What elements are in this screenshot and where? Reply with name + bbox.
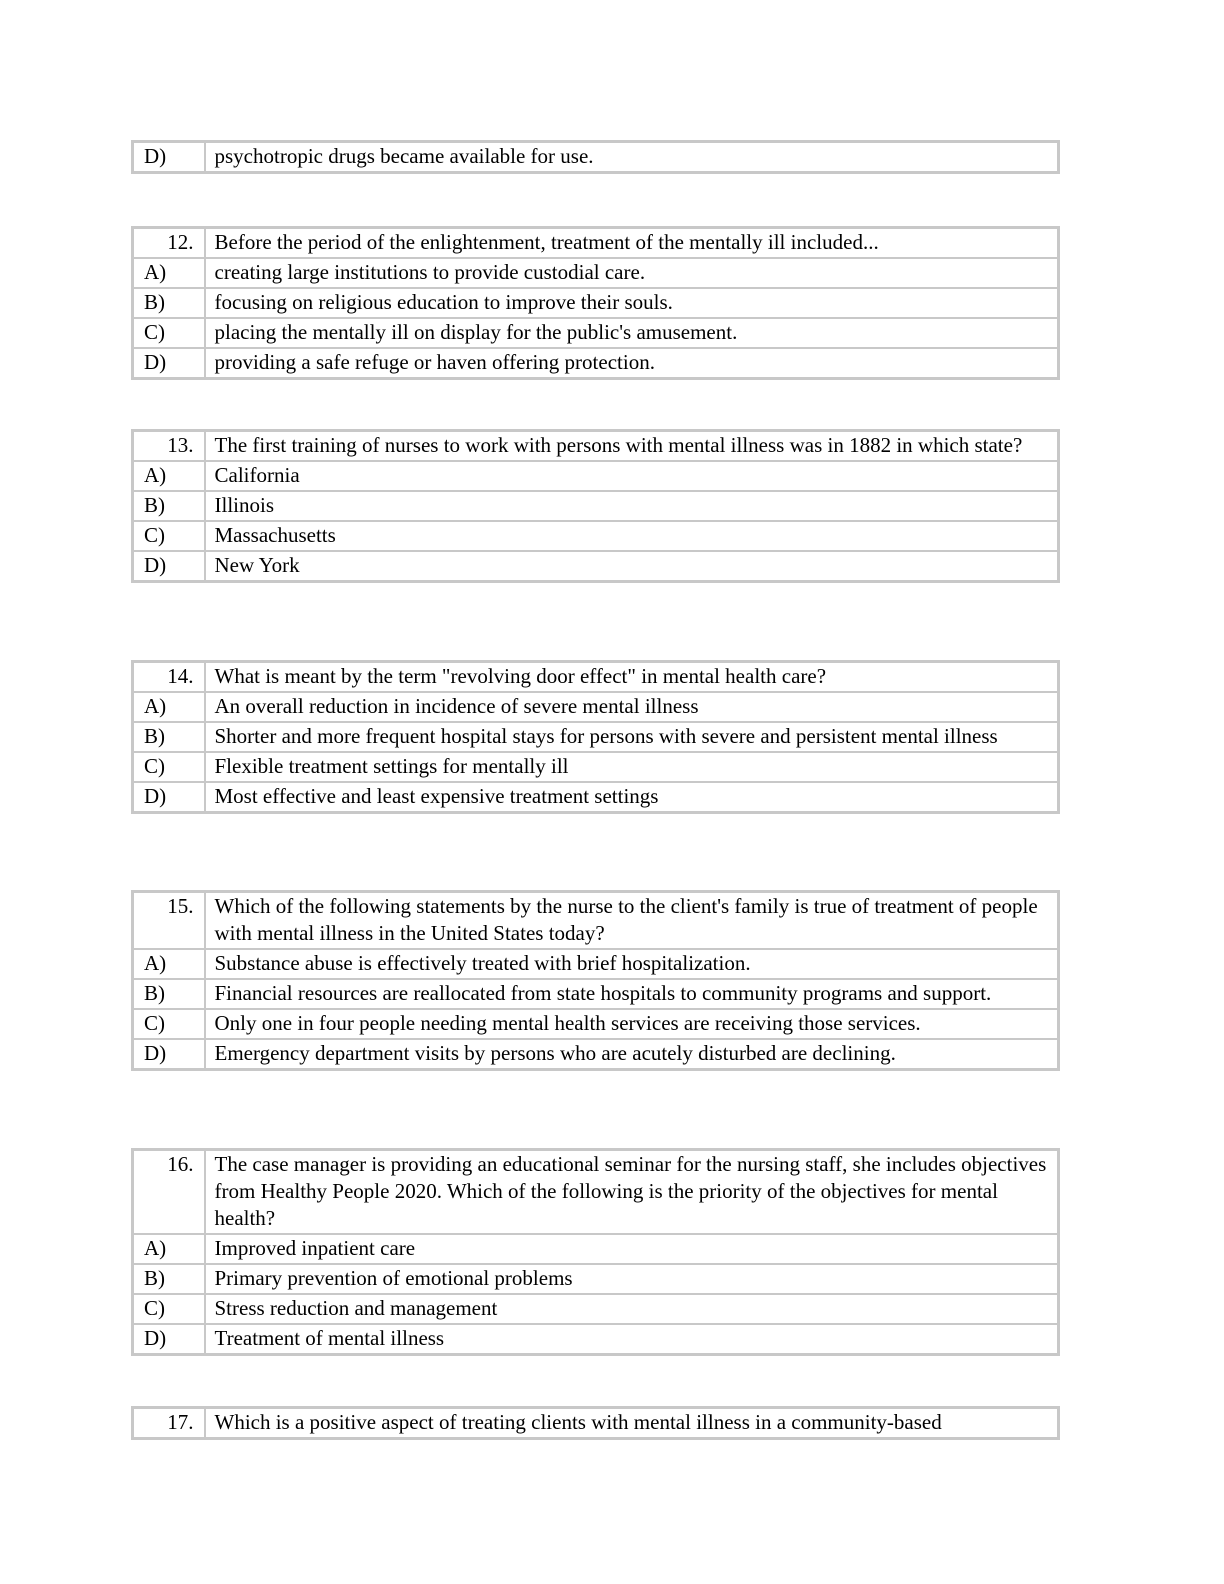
option-text: Improved inpatient care <box>205 1234 1059 1264</box>
question-stem-row <box>133 662 1059 693</box>
option-row <box>133 258 1059 288</box>
question-stem: Which is a positive aspect of treating clients with mental illness in a community-based <box>205 1408 1059 1439</box>
question-stem-row <box>133 1408 1059 1439</box>
option-text: Flexible treatment settings for mentally ill <box>205 752 1059 782</box>
option-text: Only one in four people needing mental health services are receiving those services. <box>205 1009 1059 1039</box>
option-text: Stress reduction and management <box>205 1294 1059 1324</box>
option-text: Most effective and least expensive treatment settings <box>205 782 1059 813</box>
option-label: D) <box>133 1039 205 1070</box>
option-text: Financial resources are reallocated from state hospitals to community programs and support. <box>205 979 1059 1009</box>
question-stem-row <box>133 228 1059 259</box>
option-label: B) <box>133 979 205 1009</box>
question-13 <box>131 429 1060 583</box>
question-number: 13. <box>133 431 205 462</box>
question-stem: Which of the following statements by the nurse to the client's family is true of treatment of people with mental illness in the United States today? <box>205 892 1059 950</box>
option-text: creating large institutions to provide custodial care. <box>205 258 1059 288</box>
option-label: A) <box>133 1234 205 1264</box>
option-label: A) <box>133 949 205 979</box>
option-label: B) <box>133 288 205 318</box>
question-stem-row <box>133 1150 1059 1235</box>
option-row <box>133 782 1059 813</box>
question-number: 14. <box>133 662 205 693</box>
option-text: Illinois <box>205 491 1059 521</box>
option-text: Emergency department visits by persons who are acutely disturbed are declining. <box>205 1039 1059 1070</box>
option-text: Treatment of mental illness <box>205 1324 1059 1355</box>
option-row <box>133 288 1059 318</box>
question-15 <box>131 890 1060 1071</box>
option-text: California <box>205 461 1059 491</box>
option-label: C) <box>133 1009 205 1039</box>
option-label: A) <box>133 692 205 722</box>
option-text: providing a safe refuge or haven offering protection. <box>205 348 1059 379</box>
question-stem-row <box>133 892 1059 950</box>
question-11-continuation <box>131 140 1060 174</box>
question-number: 17. <box>133 1408 205 1439</box>
question-stem: What is meant by the term "revolving door effect" in mental health care? <box>205 662 1059 693</box>
question-stem-row <box>133 431 1059 462</box>
option-row <box>133 1009 1059 1039</box>
option-label: B) <box>133 491 205 521</box>
question-16 <box>131 1148 1060 1356</box>
option-label: B) <box>133 1264 205 1294</box>
option-text: focusing on religious education to improve their souls. <box>205 288 1059 318</box>
option-label: C) <box>133 1294 205 1324</box>
option-row <box>133 752 1059 782</box>
option-text: Substance abuse is effectively treated with brief hospitalization. <box>205 949 1059 979</box>
option-text: Shorter and more frequent hospital stays for persons with severe and persistent mental illness <box>205 722 1059 752</box>
option-label: A) <box>133 461 205 491</box>
option-label: C) <box>133 521 205 551</box>
option-label: C) <box>133 752 205 782</box>
option-row <box>133 979 1059 1009</box>
option-text: Primary prevention of emotional problems <box>205 1264 1059 1294</box>
option-row <box>133 1294 1059 1324</box>
question-number: 12. <box>133 228 205 259</box>
option-row <box>133 521 1059 551</box>
question-number: 15. <box>133 892 205 950</box>
option-text: Massachusetts <box>205 521 1059 551</box>
option-label: C) <box>133 318 205 348</box>
option-text: placing the mentally ill on display for the public's amusement. <box>205 318 1059 348</box>
question-12 <box>131 226 1060 380</box>
option-text: psychotropic drugs became available for use. <box>205 142 1059 173</box>
option-label: D) <box>133 782 205 813</box>
option-row <box>133 1264 1059 1294</box>
option-label: B) <box>133 722 205 752</box>
question-17 <box>131 1406 1060 1440</box>
option-label: D) <box>133 142 205 173</box>
option-text: An overall reduction in incidence of severe mental illness <box>205 692 1059 722</box>
option-row <box>133 949 1059 979</box>
option-row <box>133 461 1059 491</box>
option-row <box>133 1234 1059 1264</box>
option-text: New York <box>205 551 1059 582</box>
option-row <box>133 348 1059 379</box>
option-row <box>133 142 1059 173</box>
option-row <box>133 551 1059 582</box>
option-label: D) <box>133 348 205 379</box>
option-label: D) <box>133 551 205 582</box>
option-row <box>133 318 1059 348</box>
question-stem: The case manager is providing an educational seminar for the nursing staff, she includes objectives from Healthy People 2020. Which of the following is the priority of the objectives for mental health? <box>205 1150 1059 1235</box>
option-label: D) <box>133 1324 205 1355</box>
option-row <box>133 1039 1059 1070</box>
question-stem: Before the period of the enlightenment, treatment of the mentally ill included... <box>205 228 1059 259</box>
option-row <box>133 722 1059 752</box>
option-row <box>133 692 1059 722</box>
option-row <box>133 491 1059 521</box>
question-number: 16. <box>133 1150 205 1235</box>
option-label: A) <box>133 258 205 288</box>
question-stem: The first training of nurses to work with persons with mental illness was in 1882 in which state? <box>205 431 1059 462</box>
question-14 <box>131 660 1060 814</box>
option-row <box>133 1324 1059 1355</box>
